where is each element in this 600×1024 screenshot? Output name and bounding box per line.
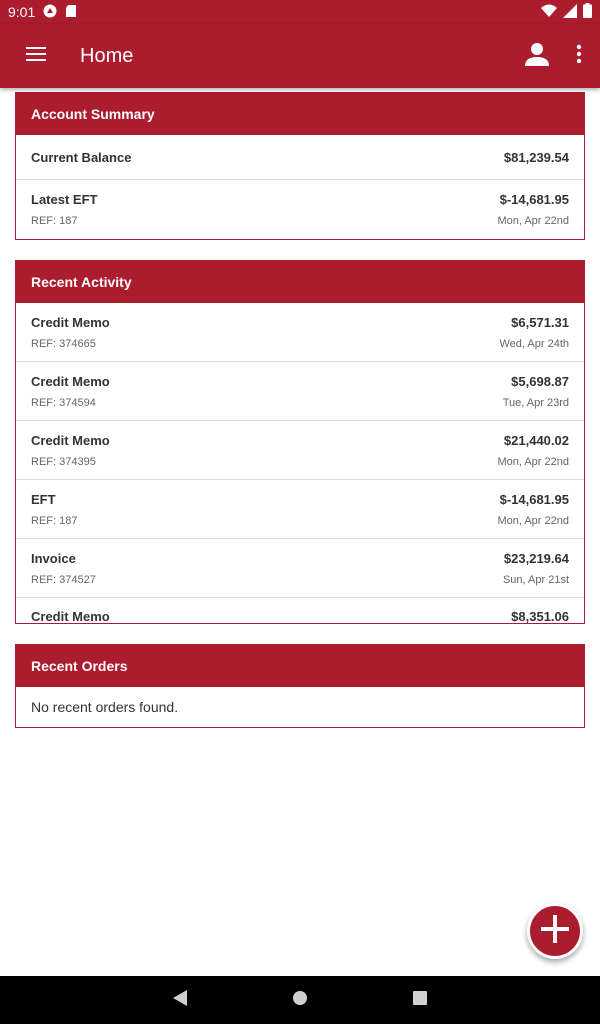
recent-orders-card: [15, 644, 585, 728]
current-balance-row[interactable]: [16, 135, 584, 180]
back-icon[interactable]: [172, 989, 188, 1012]
sd-card-icon: [65, 4, 77, 21]
activity-name: Credit Memo: [31, 373, 110, 389]
activity-name: Invoice: [31, 550, 76, 566]
latest-eft-ref: REF: 187: [31, 215, 78, 227]
activity-ref: REF: 187: [31, 514, 78, 527]
activity-name: EFT: [31, 491, 56, 507]
activity-amount: $6,571.31: [511, 314, 569, 330]
add-fab-button[interactable]: [527, 903, 583, 959]
main-content: [15, 92, 585, 748]
activity-item[interactable]: [16, 421, 584, 480]
system-nav-bar: [0, 976, 600, 1024]
activity-ref: REF: 374665: [31, 337, 96, 350]
account-icon: [524, 42, 550, 71]
activity-name: Credit Memo: [31, 314, 110, 330]
activity-ref: REF: 374395: [31, 455, 96, 468]
activity-date: Tue, Apr 23rd: [502, 396, 569, 409]
battery-icon: [583, 3, 592, 21]
recent-activity-header: Recent Activity: [16, 261, 584, 303]
activity-item[interactable]: [16, 539, 584, 598]
activity-ref: REF: 374594: [31, 396, 96, 409]
activity-amount: $-14,681.95: [499, 491, 569, 507]
recents-icon[interactable]: [412, 990, 428, 1011]
activity-item[interactable]: [16, 303, 584, 362]
recent-activity-card: [15, 260, 585, 624]
overflow-menu-button[interactable]: [558, 24, 600, 88]
account-summary-header: Account Summary: [16, 93, 584, 135]
activity-list[interactable]: [16, 303, 584, 623]
activity-date: Wed, Apr 24th: [499, 337, 569, 350]
activity-date: Mon, Apr 22nd: [497, 514, 569, 527]
activity-amount: $5,698.87: [511, 373, 569, 389]
page-title: Home: [80, 44, 134, 67]
account-summary-card: [15, 92, 585, 240]
account-button[interactable]: [516, 24, 558, 88]
activity-amount: $8,351.06: [511, 609, 569, 623]
current-balance-value: $81,239.54: [503, 149, 569, 165]
home-icon[interactable]: [292, 990, 308, 1011]
wifi-icon: [541, 4, 557, 21]
menu-button[interactable]: [0, 24, 72, 88]
activity-ref: REF: 374527: [31, 573, 96, 586]
latest-eft-value: $-14,681.95: [499, 192, 569, 207]
more-vert-icon: [576, 44, 582, 69]
status-time: 9:01: [8, 4, 36, 20]
activity-item[interactable]: [16, 362, 584, 421]
plus-icon: [540, 914, 570, 949]
activity-name: Credit Memo: [31, 432, 110, 448]
menu-icon: [26, 47, 46, 66]
activity-item[interactable]: [16, 598, 584, 623]
activity-date: Mon, Apr 22nd: [497, 455, 569, 468]
signal-icon: [563, 4, 577, 21]
app-notification-icon: [43, 4, 57, 21]
activity-amount: $23,219.64: [503, 550, 569, 566]
latest-eft-label: Latest EFT: [31, 192, 98, 207]
recent-orders-header: Recent Orders: [16, 645, 584, 687]
recent-orders-empty-message: No recent orders found.: [31, 699, 179, 715]
status-bar: [0, 0, 600, 24]
activity-date: Sun, Apr 21st: [502, 573, 569, 586]
app-bar: [0, 24, 600, 88]
latest-eft-row[interactable]: [16, 180, 584, 239]
activity-item[interactable]: [16, 480, 584, 539]
latest-eft-date: Mon, Apr 22nd: [497, 215, 569, 227]
activity-name: Credit Memo: [31, 609, 110, 623]
activity-amount: $21,440.02: [503, 432, 569, 448]
current-balance-label: Current Balance: [31, 149, 132, 165]
